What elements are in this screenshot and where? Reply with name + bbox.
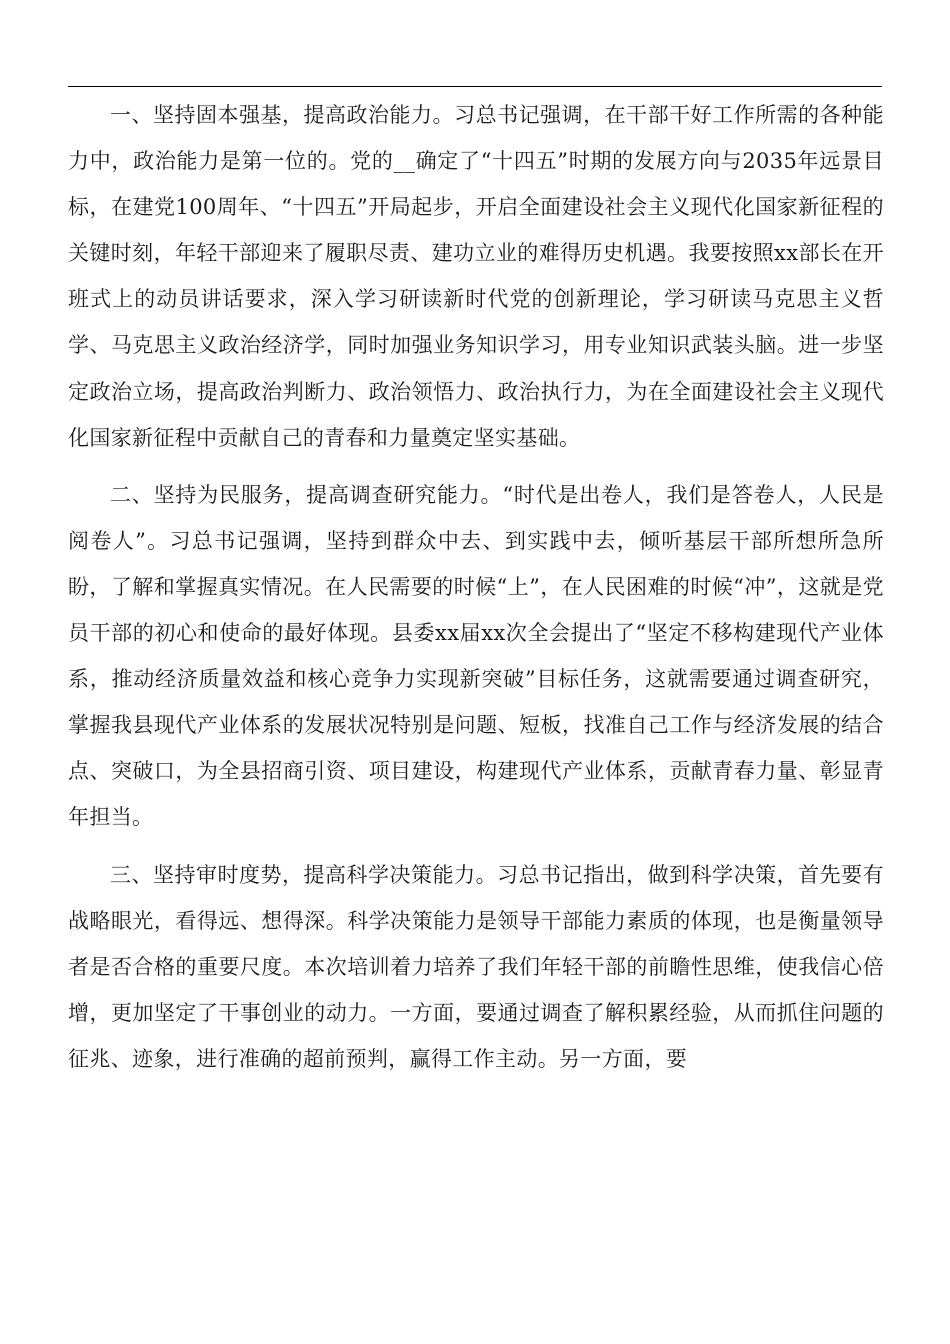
header-rule — [68, 86, 882, 87]
paragraph-1: 一、坚持固本强基，提高政治能力。习总书记强调，在干部干好工作所需的各种能力中，政治能力是第一位的。党的__确定了“十四五”时期的发展方向与2035年远景目标，在建党100周年、“十四五”开局起步，开启全面建设社会主义现代化国家新征程的关键时刻，年轻干部迎来了履职尽责、建功立业的难得历史机遇。我要按照xx部长在开班式上的动员讲话要求，深入学习研读新时代党的创新理论，学习研读马克思主义哲学、马克思主义政治经济学，同时加强业务知识学习，用专业知识武装头脑。进一步坚定政治立场，提高政治判断力、政治领悟力、政治执行力，为在全面建设社会主义现代化国家新征程中贡献自己的青春和力量奠定坚实基础。 — [68, 103, 884, 450]
paragraph-3: 三、坚持审时度势，提高科学决策能力。习总书记指出，做到科学决策，首先要有战略眼光，看得远、想得深。科学决策能力是领导干部能力素质的体现，也是衡量领导者是否合格的重要尺度。本次培训着力培养了我们年轻干部的前瞻性思维，使我信心倍增，更加坚定了干事创业的动力。一方面，要通过调查了解积累经验，从而抓住问题的征兆、迹象，进行准确的超前预判，赢得工作主动。另一方面，要 — [68, 862, 884, 1071]
paragraph-2: 二、坚持为民服务，提高调查研究能力。“时代是出卷人，我们是答卷人，人民是阅卷人”。习总书记强调，坚持到群众中去、到实践中去，倾听基层干部所想所急所盼，了解和掌握真实情况。在人民需要的时候“上”，在人民困难的时候“冲”，这就是党员干部的初心和使命的最好体现。县委xx届xx次全会提出了“坚定不移构建现代产业体系，推动经济质量效益和核心竞争力实现新突破”目标任务，这就需要通过调查研究，掌握我县现代产业体系的发展状况特别是问题、短板，找准自己工作与经济发展的结合点、突破口，为全县招商引资、项目建设，构建现代产业体系，贡献青春力量、彰显青年担当。 — [68, 482, 884, 830]
document-body — [68, 92, 884, 1093]
